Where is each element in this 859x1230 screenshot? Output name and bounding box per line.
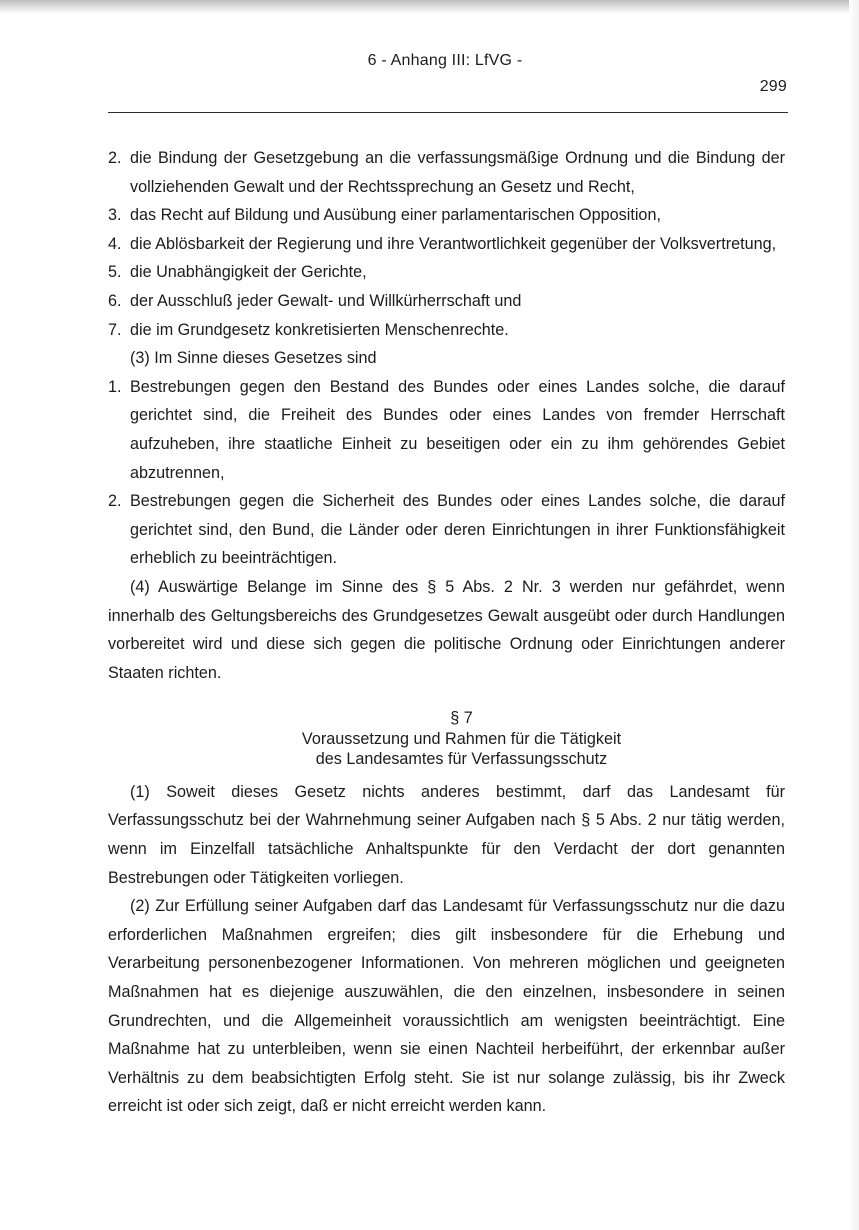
list-item [108, 316, 785, 345]
list-item [108, 144, 785, 201]
list-item-text: die im Grundgesetz konkretisierten Menschenrechte. [130, 320, 509, 339]
list-item-text: die Unabhängigkeit der Gerichte, [130, 263, 367, 282]
paragraph-4: (4) Auswärtige Belange im Sinne des § 5 Abs. 2 Nr. 3 werden nur gefährdet, wenn innerhalb des Geltungsbereichs des Grundgesetzes Gewalt ausgeübt oder durch Handlungen vorbereitet wird und diese sich gegen die politische Ordnung oder Einrichtungen anderer Staaten richten. [108, 577, 785, 682]
page-number: 299 [759, 78, 787, 95]
section-title-line-2: des Landesamtes für Verfassungsschutz [315, 750, 608, 769]
running-title: 6 - Anhang III: LfVG - [367, 52, 523, 69]
list-item-number: 1. [108, 377, 122, 396]
list-item [108, 258, 785, 287]
list-item [108, 201, 785, 230]
list-item [108, 230, 785, 259]
list-item-text: der Ausschluß jeder Gewalt- und Willkürherrschaft und [130, 291, 522, 310]
list-item [108, 287, 785, 316]
list-item-text: die Bindung der Gesetzgebung an die verfassungsmäßige Ordnung und die Bindung der vollziehenden Gewalt und der Rechtssprechung an Gesetz und Recht, [130, 149, 785, 196]
list-item [108, 373, 785, 487]
header-rule [108, 112, 788, 113]
list-item-text: Bestrebungen gegen die Sicherheit des Bundes oder eines Landes solche, die darauf gerichtet sind, den Bund, die Länder oder deren Einrichtungen in ihrer Funktionsfähigkeit erheblich zu beeinträchtigen. [130, 492, 785, 568]
list-item [108, 487, 785, 573]
list-item-number: 7. [108, 320, 122, 339]
list-item-text: das Recht auf Bildung und Ausübung einer parlamentarischen Opposition, [130, 206, 661, 225]
numbered-list-principles [108, 144, 785, 344]
page-body [108, 144, 785, 1121]
list-item-number: 5. [108, 263, 122, 282]
paragraph-3-intro: (3) Im Sinne dieses Gesetzes sind [130, 349, 377, 368]
section-heading [108, 708, 785, 770]
list-item-number: 4. [108, 234, 122, 253]
list-item-text: die Ablösbarkeit der Regierung und ihre Verantwortlichkeit gegenüber der Volksvertretung, [130, 234, 777, 253]
section-title-line-1: Voraussetzung und Rahmen für die Tätigkeit [301, 729, 622, 748]
list-item-text: Bestrebungen gegen den Bestand des Bundes oder eines Landes solche, die darauf gerichtet sind, die Freiheit des Bundes oder eines Landes von fremder Herrschaft aufzuheben, ihre staatliche Einheit zu beseitigen oder ein zu ihm gehörendes Gebiet abzutrennen, [130, 377, 785, 482]
numbered-list-definitions [108, 373, 785, 573]
section-number: § 7 [450, 709, 473, 728]
list-item-number: 2. [108, 492, 122, 511]
list-item-number: 3. [108, 206, 122, 225]
scan-edge-right [849, 0, 859, 1230]
list-item-number: 6. [108, 291, 122, 310]
list-item-number: 2. [108, 149, 122, 167]
scan-edge-top [0, 0, 859, 14]
section-7-paragraph-1: (1) Soweit dieses Gesetz nichts anderes bestimmt, darf das Landesamt für Verfassungsschutz bei der Wahrnehmung seiner Aufgaben nach § 5 Abs. 2 nur tätig werden, wenn im Einzelfall tatsächliche Anhaltspunkte für den Verdacht der dort genannten Bestrebungen oder Tätigkeiten vorliegen. [108, 782, 785, 887]
section-7-paragraph-2: (2) Zur Erfüllung seiner Aufgaben darf das Landesamt für Verfassungsschutz nur die dazu erforderlichen Maßnahmen ergreifen; dies gilt insbesondere für die Erhebung und Verarbeitung personenbezogener Informationen. Von mehreren möglichen und geeigneten Maßnahmen hat es diejenige auszuwählen, die den einzelnen, insbesondere in seinen Grundrechten, und die Allgemeinheit voraussichtlich am wenigsten beeinträchtigt. Eine Maßnahme hat zu unterbleiben, wenn sie einen Nachteil herbeiführt, der erkennbar außer Verhältnis zu dem beabsichtigten Erfolg steht. Sie ist nur solange zulässig, bis ihr Zweck erreicht ist oder sich zeigt, daß er nicht erreicht werden kann. [108, 897, 785, 1116]
